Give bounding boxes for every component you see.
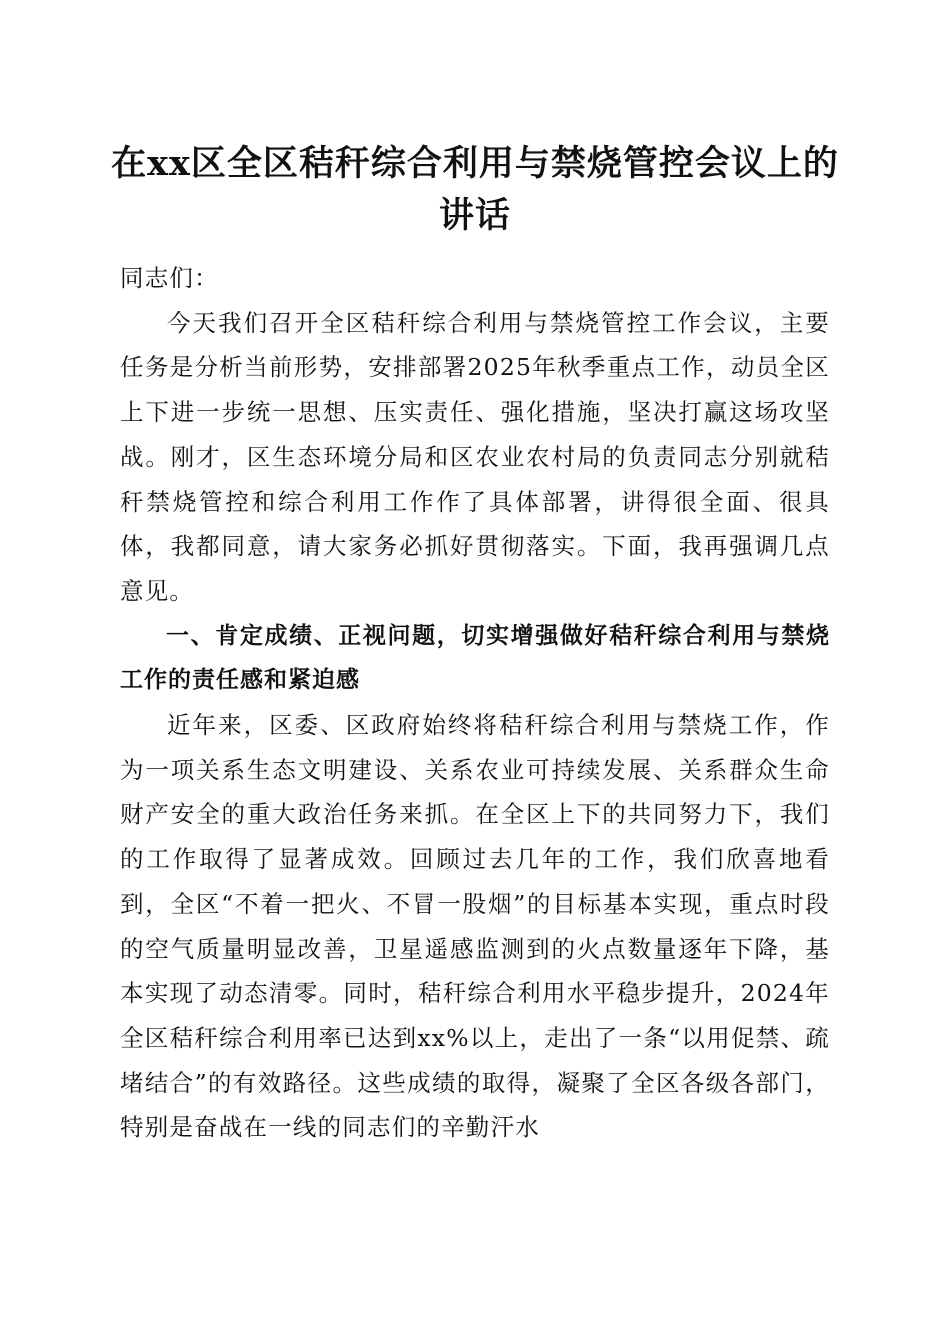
document-body — [120, 256, 830, 1150]
section-1-paragraph: 近年来，区委、区政府始终将秸秆综合利用与禁烧工作，作为一项关系生态文明建设、关系农业可持续发展、关系群众生命财产安全的重大政治任务来抓。在全区上下的共同努力下，我们的工作取得了显著成效。回顾过去几年的工作，我们欣喜地看到，全区“不着一把火、不冒一股烟”的目标基本实现，重点时段的空气质量明显改善，卫星遥感监测到的火点数量逐年下降，基本实现了动态清零。同时，秸秆综合利用水平稳步提升，2024年全区秸秆综合利用率已达到xx%以上，走出了一条“以用促禁、疏堵结合”的有效路径。这些成绩的取得，凝聚了全区各级各部门，特别是奋战在一线的同志们的辛勤汗水 — [120, 711, 830, 1142]
intro-paragraph: 今天我们召开全区秸秆综合利用与禁烧管控工作会议，主要任务是分析当前形势，安排部署2025年秋季重点工作，动员全区上下进一步统一思想、压实责任、强化措施，坚决打赢这场攻坚战。刚才，区生态环境分局和区农业农村局的负责同志分别就秸秆禁烧管控和综合利用工作作了具体部署，讲得很全面、很具体，我都同意，请大家务必抓好贯彻落实。下面，我再强调几点意见。 — [120, 308, 830, 605]
section-heading-1: 一、肯定成绩、正视问题，切实增强做好秸秆综合利用与禁烧工作的责任感和紧迫感 — [120, 622, 830, 694]
document-title: 在xx区全区秸秆综合利用与禁烧管控会议上的讲话 — [111, 143, 839, 236]
salutation: 同志们： — [120, 264, 219, 292]
